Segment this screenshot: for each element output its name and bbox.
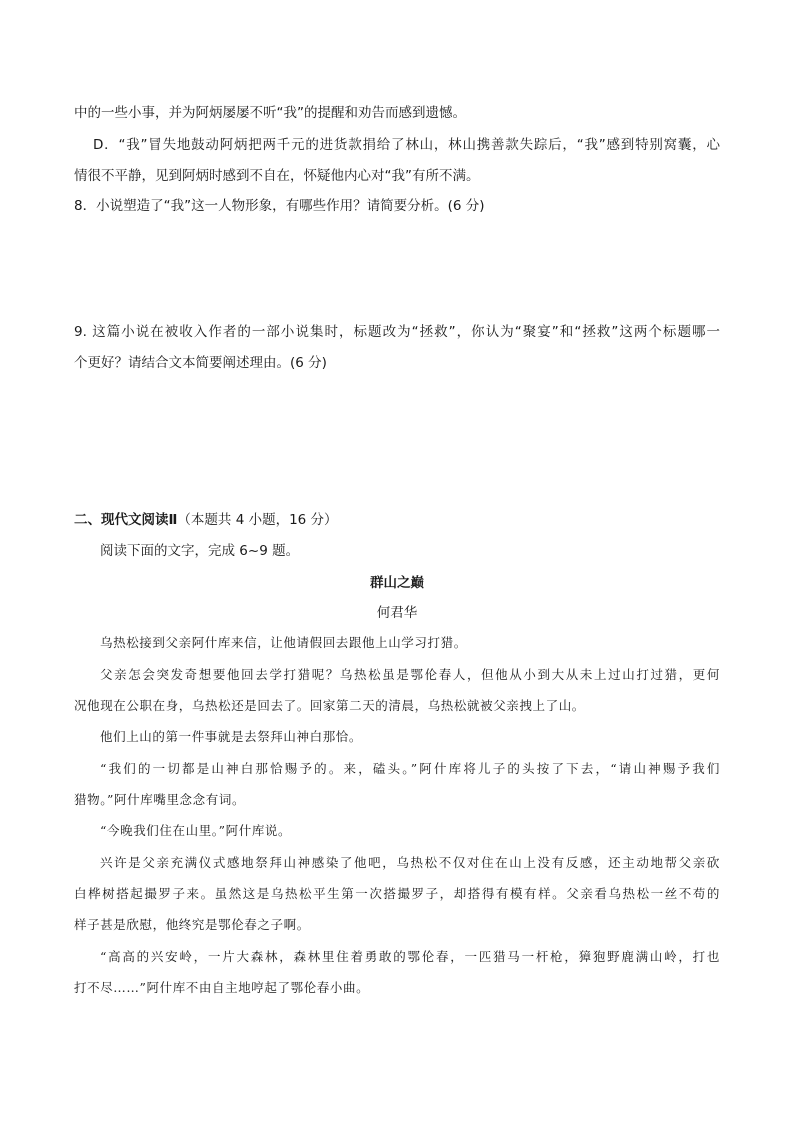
story-paragraph-7-line2: 打不尽……”阿什库不由自主地哼起了鄂伦春小曲。 (74, 980, 370, 995)
question-8: 8．小说塑造了“我”这一人物形象，有哪些作用？请简要分析。(6 分) (74, 198, 485, 214)
story-paragraph-5: “今晚我们住在山里。”阿什库说。 (100, 823, 292, 838)
section-heading-note: （本题共 4 小题，16 分） (177, 512, 338, 528)
story-paragraph-2-line1: 父亲怎会突发奇想要他回去学打猎呢？乌热松虽是鄂伦春人，但他从小到大从未上过山打过猎，更何 (100, 667, 720, 682)
story-paragraph-3: 他们上山的第一件事就是去祭拜山神白那恰。 (100, 729, 363, 744)
story-paragraph-1: 乌热松接到父亲阿什库来信，让他请假回去跟他上山学习打猎。 (100, 635, 467, 650)
story-title: 群山之巅 (370, 575, 424, 591)
question-9-line1: 9. 这篇小说在被收入作者的一部小说集时，标题改为“拯救”，你认为“聚宴”和“拯救”这两个标题哪一 (74, 324, 720, 340)
story-paragraph-4-line2: 猎物。”阿什库嘴里念念有词。 (74, 792, 246, 807)
story-paragraph-4-line1: “我们的一切都是山神白那恰赐予的。来，磕头。”阿什库将儿子的头按了下去，“请山神赐予我们 (100, 761, 720, 776)
question-9-line2: 个更好？请结合文本简要阐述理由。(6 分) (74, 355, 327, 371)
story-paragraph-6-line3: 样子甚是欣慰，他终究是鄂伦春之子啊。 (74, 917, 310, 932)
story-paragraph-2-line2: 况他现在公职在身，乌热松还是回去了。回家第二天的清晨，乌热松就被父亲拽上了山。 (74, 698, 585, 713)
option-d-line2: 情很不平静，见到阿炳时感到不自在，怀疑他内心对“我”有所不满。 (74, 168, 480, 184)
option-c-tail: 中的一些小事，并为阿炳屡屡不听“我”的提醒和劝告而感到遗憾。 (74, 105, 466, 121)
option-d-line1: D．“我”冒失地鼓动阿炳把两千元的进货款捐给了林山，林山携善款失踪后，“我”感到特别窝囊，心 (93, 137, 720, 153)
story-paragraph-7-line1: “高高的兴安岭，一片大森林，森林里住着勇敢的鄂伦春，一匹猎马一杆枪，獐狍野鹿满山岭，打也 (100, 949, 720, 964)
story-author: 何君华 (376, 605, 418, 621)
story-paragraph-6-line2: 白桦树搭起撮罗子来。虽然这是乌热松平生第一次搭撮罗子，却搭得有模有样。父亲看乌热松一丝不苟的 (74, 886, 720, 901)
section-instruction: 阅读下面的文字，完成 6~9 题。 (100, 543, 300, 559)
section-heading (74, 511, 338, 529)
story-paragraph-6-line1: 兴许是父亲充满仪式感地祭拜山神感染了他吧，乌热松不仅对住在山上没有反感，还主动地帮父亲砍 (100, 855, 720, 870)
section-heading-label: 二、现代文阅读Ⅱ (74, 512, 178, 528)
